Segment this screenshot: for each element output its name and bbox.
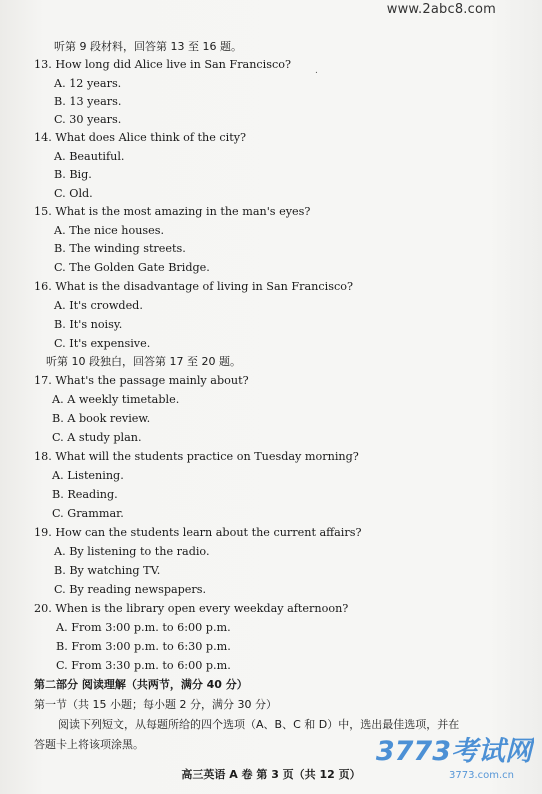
question-20-option-a: A. From 3:00 p.m. to 6:00 p.m. bbox=[56, 621, 231, 634]
question-14-option-b: B. Big. bbox=[54, 168, 92, 181]
question-17-option-b: B. A book review. bbox=[52, 412, 151, 425]
question-18-stem: 18. What will the students practice on Tuesday morning? bbox=[34, 450, 359, 463]
question-18-option-b: B. Reading. bbox=[52, 488, 118, 501]
question-20-option-b: B. From 3:00 p.m. to 6:30 p.m. bbox=[56, 640, 231, 653]
question-16-option-c: C. It's expensive. bbox=[54, 337, 151, 350]
question-13-option-b: B. 13 years. bbox=[54, 95, 122, 108]
scan-dot: . bbox=[315, 66, 318, 76]
question-18-option-a: A. Listening. bbox=[52, 469, 124, 482]
section-10-intro: 听第 10 段独白，回答第 17 至 20 题。 bbox=[46, 355, 241, 368]
question-13-stem: 13. How long did Alice live in San Francisco? bbox=[34, 58, 292, 71]
part-2-section-1: 第一节（共 15 小题；每小题 2 分，满分 30 分） bbox=[34, 698, 277, 711]
logo-main-text: 3773考试网 bbox=[375, 736, 532, 767]
question-19-stem: 19. How can the students learn about the current affairs? bbox=[34, 526, 362, 539]
question-19-option-c: C. By reading newspapers. bbox=[54, 583, 207, 596]
reading-instruction-line-1: 阅读下列短文，从每题所给的四个选项（A、B、C 和 D）中，选出最佳选项，并在 bbox=[58, 718, 460, 731]
question-15-stem: 15. What is the most amazing in the man's eyes? bbox=[34, 205, 311, 218]
page-footer: 高三英语 A 卷 第 3 页（共 12 页） bbox=[181, 768, 361, 781]
question-17-option-a: A. A weekly timetable. bbox=[52, 393, 180, 406]
question-13-option-c: C. 30 years. bbox=[54, 113, 122, 126]
question-17-option-c: C. A study plan. bbox=[52, 431, 142, 444]
question-20-option-c: C. From 3:30 p.m. to 6:00 p.m. bbox=[56, 659, 231, 672]
question-14-option-a: A. Beautiful. bbox=[54, 150, 125, 163]
reading-instruction-line-2: 答题卡上将该项涂黑。 bbox=[34, 738, 144, 751]
question-15-option-a: A. The nice houses. bbox=[54, 224, 165, 237]
question-16-option-a: A. It's crowded. bbox=[54, 299, 143, 312]
question-19-option-b: B. By watching TV. bbox=[54, 564, 161, 577]
logo-sub-text: 3773.com.cn bbox=[449, 770, 514, 781]
question-13-option-a: A. 12 years. bbox=[54, 77, 122, 90]
section-9-intro: 听第 9 段材料，回答第 13 至 16 题。 bbox=[54, 40, 242, 53]
question-18-option-c: C. Grammar. bbox=[52, 507, 124, 520]
question-16-stem: 16. What is the disadvantage of living in San Francisco? bbox=[34, 280, 353, 293]
question-14-option-c: C. Old. bbox=[54, 187, 93, 200]
question-15-option-b: B. The winding streets. bbox=[54, 242, 186, 255]
site-watermark: www.2abc8.com bbox=[386, 2, 496, 17]
question-16-option-b: B. It's noisy. bbox=[54, 318, 123, 331]
question-19-option-a: A. By listening to the radio. bbox=[54, 545, 210, 558]
question-14-stem: 14. What does Alice think of the city? bbox=[34, 131, 247, 144]
part-2-heading: 第二部分 阅读理解（共两节，满分 40 分） bbox=[34, 678, 248, 691]
question-17-stem: 17. What's the passage mainly about? bbox=[34, 374, 249, 387]
question-20-stem: 20. When is the library open every weekday afternoon? bbox=[34, 602, 349, 615]
question-15-option-c: C. The Golden Gate Bridge. bbox=[54, 261, 210, 274]
